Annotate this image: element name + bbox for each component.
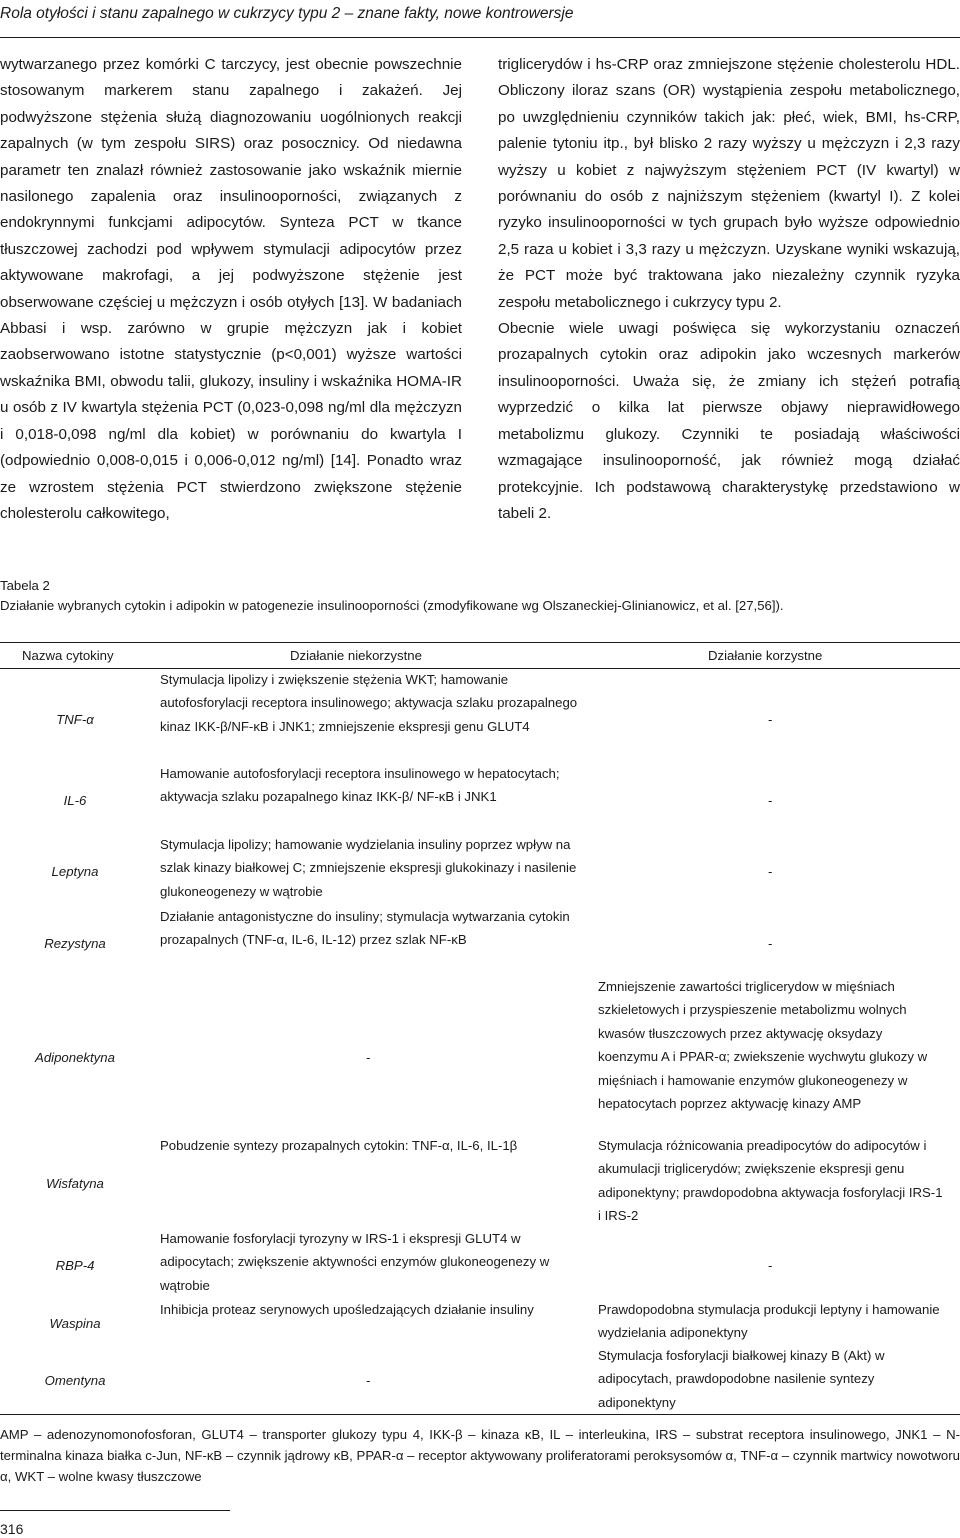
row-name-adiponektyna: Adiponektyna (35, 1050, 115, 1065)
row-beneficial-rezystyna: - (768, 936, 773, 951)
row-beneficial-leptyna: - (768, 864, 773, 879)
header-beneficial: Działanie korzystne (708, 648, 823, 663)
row-adverse-adiponektyna: - (366, 1050, 371, 1065)
left-paragraph: wytwarzanego przez komórki C tarczycy, jest obecnie powszechnie stosowanym markerem stanu zapalnego i zakażeń. Jej podwyższone stężenia służą diagnozowaniu uogólnionych reakcji zapalnych (w tym zespołu SIRS) oraz posocznicy. Od niedawna parametr ten znalazł również zastosowanie jako wskaźnik miernie nasilonego zapalenia oraz insulinooporności, związanych z endokrynnymi funkcjami adipocytów. Synteza PCT w tkance tłuszczowej zachodzi pod wpływem stymulacji adipocytów przez aktywowane makrofagi, a jej podwyższone stężenie jest obserwowane częściej u mężczyzn i osób otyłych [13]. W badaniach Abbasi i wsp. zarówno w grupie mężczyzn jak i kobiet zaobserwowano istotne statystycznie (p<0,001) wyższe wartości wskaźnika BMI, obwodu talii, glukozy, insuliny i wskaźnika HOMA-IR u osób z IV kwartyla stężenia PCT (0,023-0,098 ng/ml dla mężczyzn i 0,018-0,098 ng/ml dla kobiet) w porównaniu do kwartyla I (odpowiednio 0,008-0,015 i 0,006-0,012 ng/ml) [14]. Ponadto wraz ze wzrostem stężenia PCT stwierdzono zwiększone stężenie cholesterolu całkowitego, (0, 56, 462, 522)
footer-rule (0, 1510, 230, 1511)
row-name-omentyna: Omentyna (44, 1373, 106, 1388)
header-adverse: Działanie niekorzystne (290, 648, 422, 663)
right-paragraph-2: Obecnie wiele uwagi poświęca się wykorzystaniu oznaczeń prozapalnych cytokin oraz adipokin jako wczesnych markerów insulinooporności. Uważa się, że zmiany ich stężeń potrafią wyprzedzić o kilka lat pierwsze objawy nieprawidłowego metabolizmu glukozy. Czynniki te posiadają właściwości wzmagające insulinooporność, jak również mogą działać protekcyjnie. Ich podstawową charakterystykę przedstawiono w tabeli 2. (498, 320, 960, 522)
row-name-tnf-alpha: TNF-α (56, 712, 94, 727)
row-adverse-rbp-4: Hamowanie fosforylacji tyrozyny w IRS-1 i ekspresji GLUT4 w adipocytach; zwiększenie aktywności enzymów glukoneogenezy w wątrobie (160, 1231, 550, 1293)
running-title: Rola otyłości i stanu zapalnego w cukrzycy typu 2 – znane fakty, nowe kontrowersje (0, 5, 574, 22)
table-caption: Działanie wybranych cytokin i adipokin w patogenezie insulinooporności (zmodyfikowane wg Olszaneckiej-Glinianowicz, et al. [27,56]). (0, 598, 784, 613)
row-name-rbp-4: RBP-4 (55, 1258, 95, 1273)
row-beneficial-waspina: Prawdopodobna stymulacja produkcji leptyny i hamowanie wydzielania adiponektyny (598, 1302, 940, 1341)
right-paragraph-1: triglicerydów i hs-CRP oraz zmniejszone stężenie cholesterolu HDL. Obliczony iloraz szans (OR) wystąpienia zespołu metabolicznego, po uwzględnieniu czynników takich jak: płeć, wiek, BMI, hs-CRP, palenie tytoniu itp., był blisko 2 razy wyższy u mężczyzn i 2,3 razy wyższy u kobiet z najwyższym stężeniem PCT (IV kwartyl) w porównaniu do osób z najniższym stężeniem (kwartyl I). Z kolei ryzyko insulinooporności w tych grupach było wyższe odpowiednio 2,5 raza u kobiet i 3,3 razy u mężczyzn. Uzyskane wyniki wskazują, że PCT może być traktowana jako niezależny czynnik ryzyka zespołu metabolicznego i cukrzycy typu 2. (498, 56, 960, 311)
row-beneficial-il-6: - (768, 793, 773, 808)
left-column (0, 52, 462, 527)
row-name-wisfatyna: Wisfatyna (46, 1176, 104, 1191)
row-name-leptyna: Leptyna (51, 864, 99, 879)
table-footnote: AMP – adenozynomonofosforan, GLUT4 – transporter glukozy typu 4, IKK-β – kinaza κB, IL – interleukina, IRS – substrat receptora insulinowego, JNK1 – N-terminalna kinaza białka c-Jun, NF-κB – czynnik jądrowy κB, PPAR-α – receptor aktywowany proliferatorami peroksysomów α, TNF-α – czynnik martwicy nowotworu α, WKT – wolne kwasy tłuszczowe (0, 1427, 960, 1484)
row-adverse-waspina: Inhibicja proteaz serynowych upośledzających działanie insuliny (160, 1302, 534, 1317)
header-rule (0, 37, 960, 38)
row-name-waspina: Waspina (49, 1316, 101, 1331)
table-bottom-rule (0, 1414, 960, 1415)
row-adverse-rezystyna: Działanie antagonistyczne do insuliny; stymulacja wytwarzania cytokin prozapalnych (TNF-α, IL-6, IL-12) przez szlak NF-κB (160, 909, 570, 948)
table-label: Tabela 2 (0, 578, 50, 593)
row-adverse-il-6: Hamowanie autofosforylacji receptora insulinowego w hepatocytach; aktywacja szlaku pozapalnego kinaz IKK-β/ NF-κB i JNK1 (160, 766, 560, 805)
row-beneficial-wisfatyna: Stymulacja różnicowania preadipocytów do adipocytów i akumulacji triglicerydów; zwiększenie ekspresji genu adiponektyny; prawdopodobna aktywacja fosforylacji IRS-1 i IRS-2 (598, 1138, 943, 1224)
row-name-il-6: IL-6 (63, 793, 87, 808)
row-adverse-omentyna: - (366, 1373, 371, 1388)
row-adverse-leptyna: Stymulacja lipolizy; hamowanie wydzielania insuliny poprzez wpływ na szlak kinazy białkowej C; zmniejszenie ekspresji glukokinazy i nasilenie glukoneogenezy w wątrobie (160, 837, 577, 899)
row-name-rezystyna: Rezystyna (44, 936, 106, 951)
row-beneficial-adiponektyna: Zmniejszenie zawartości triglicerydow w mięśniach szkieletowych i przyspieszenie metabolizmu wolnych kwasów tłuszczowych przez aktywację oksydazy koenzymu A i PPAR-α; zwiekszenie wychwytu glukozy w mięśniach i hamowanie enzymów glukoneogenezy w hepatocytach poprzez aktywację kinazy AMP (598, 979, 928, 1112)
row-adverse-wisfatyna: Pobudzenie syntezy prozapalnych cytokin: TNF-α, IL-6, IL-1β (160, 1138, 518, 1153)
right-column (498, 52, 960, 527)
row-beneficial-omentyna: Stymulacja fosforylacji białkowej kinazy B (Akt) w adipocytach, prawdopodobne nasilenie syntezy adiponektyny (598, 1348, 885, 1410)
row-beneficial-rbp-4: - (768, 1258, 773, 1273)
header-cytokine-name: Nazwa cytokiny (22, 648, 114, 663)
page-number: 316 (0, 1521, 24, 1537)
table-top-rule (0, 642, 960, 643)
row-beneficial-tnf-alpha: - (768, 712, 773, 727)
row-adverse-tnf-alpha: Stymulacja lipolizy i zwiększenie stężenia WKT; hamowanie autofosforylacji receptora insulinowego; aktywacja szlaku prozapalnego kinaz IKK-β/NF-κB i JNK1; zmniejszenie ekspresji genu GLUT4 (160, 672, 578, 734)
